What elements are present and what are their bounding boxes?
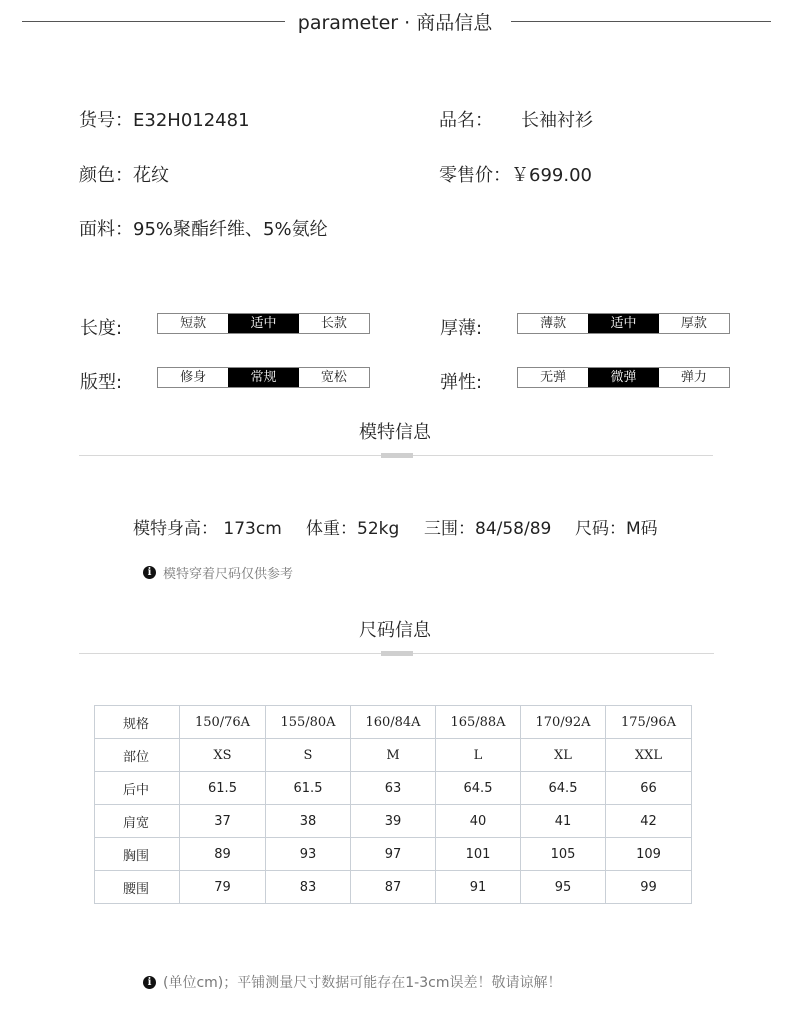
table-row — [95, 871, 692, 904]
thickness-scale — [517, 313, 730, 334]
size-footnote — [143, 972, 561, 992]
table-cell: 155/80A — [266, 706, 351, 739]
sku-label: 货号： — [79, 110, 133, 131]
elasticity-label: 弹性: — [440, 372, 483, 393]
elasticity-scale — [517, 367, 730, 388]
color-label: 颜色： — [79, 165, 133, 186]
table-row-header: 肩宽 — [95, 805, 180, 838]
length-option-medium: 适中 — [228, 314, 298, 333]
thickness-option-medium: 适中 — [588, 314, 658, 333]
table-cell: XL — [521, 739, 606, 772]
table-row — [95, 772, 692, 805]
price-field — [439, 161, 592, 187]
table-cell: 97 — [351, 838, 436, 871]
elasticity-option-none: 无弹 — [540, 370, 567, 385]
table-cell: XS — [180, 739, 266, 772]
model-measurements: 三围：84/58/89 — [424, 519, 552, 539]
model-note — [143, 563, 293, 582]
table-cell: 38 — [266, 805, 351, 838]
thickness-label: 厚薄: — [440, 318, 483, 339]
table-cell: 160/84A — [351, 706, 436, 739]
table-cell: M — [351, 739, 436, 772]
table-cell: L — [436, 739, 521, 772]
table-cell: 165/88A — [436, 706, 521, 739]
table-cell: 95 — [521, 871, 606, 904]
name-label: 品名： — [439, 110, 493, 131]
table-cell: 150/76A — [180, 706, 266, 739]
thickness-option-thin: 薄款 — [540, 316, 567, 331]
table-cell: 99 — [606, 871, 692, 904]
fit-label: 版型: — [80, 372, 123, 393]
table-cell: XXL — [606, 739, 692, 772]
model-height: 模特身高： 173cm — [133, 519, 282, 539]
table-cell: 42 — [606, 805, 692, 838]
sku-field — [79, 106, 250, 132]
table-cell: 91 — [436, 871, 521, 904]
fabric-field — [79, 215, 328, 241]
elasticity-option-stretch: 弹力 — [680, 370, 707, 385]
table-cell: 170/92A — [521, 706, 606, 739]
table-row-header: 腰围 — [95, 871, 180, 904]
color-field — [79, 161, 169, 187]
table-cell: 89 — [180, 838, 266, 871]
table-cell: S — [266, 739, 351, 772]
model-section-marker — [381, 453, 413, 458]
table-row — [95, 706, 692, 739]
table-cell: 87 — [351, 871, 436, 904]
table-cell: 93 — [266, 838, 351, 871]
length-label: 长度: — [80, 318, 123, 339]
size-section-title: 尺码信息 — [359, 620, 431, 641]
table-cell: 41 — [521, 805, 606, 838]
fit-option-regular: 常规 — [228, 368, 298, 387]
table-cell: 64.5 — [436, 772, 521, 805]
size-footnote-text: (单位cm)；平铺测量尺寸数据可能存在1-3cm误差！敬请谅解！ — [163, 975, 562, 991]
table-cell: 64.5 — [521, 772, 606, 805]
elasticity-option-slight: 微弹 — [588, 368, 658, 387]
table-cell: 66 — [606, 772, 692, 805]
length-option-long: 长款 — [320, 316, 347, 331]
table-row-header: 部位 — [95, 739, 180, 772]
table-row-header: 后中 — [95, 772, 180, 805]
price-label: 零售价： — [439, 165, 511, 186]
table-cell: 79 — [180, 871, 266, 904]
table-row — [95, 805, 692, 838]
name-value: 长袖衬衫 — [521, 110, 593, 131]
table-cell: 63 — [351, 772, 436, 805]
table-cell: 83 — [266, 871, 351, 904]
page-title: parameter · 商品信息 — [0, 8, 790, 35]
table-row-header: 规格 — [95, 706, 180, 739]
model-note-text: 模特穿着尺码仅供参考 — [163, 567, 294, 582]
length-scale — [157, 313, 370, 334]
table-cell: 175/96A — [606, 706, 692, 739]
table-cell: 40 — [436, 805, 521, 838]
size-section-marker — [381, 651, 413, 656]
info-icon: i — [143, 566, 156, 579]
table-cell: 61.5 — [180, 772, 266, 805]
size-table — [94, 705, 692, 904]
model-section-title: 模特信息 — [359, 422, 431, 443]
model-size: 尺码：M码 — [575, 519, 658, 539]
table-cell: 61.5 — [266, 772, 351, 805]
table-row-header: 胸围 — [95, 838, 180, 871]
table-cell: 105 — [521, 838, 606, 871]
thickness-option-thick: 厚款 — [680, 316, 707, 331]
fit-scale — [157, 367, 370, 388]
fabric-label: 面料： — [79, 219, 133, 240]
info-icon: i — [143, 976, 156, 989]
table-cell: 109 — [606, 838, 692, 871]
price-value: ￥699.00 — [511, 165, 592, 186]
name-field — [439, 106, 593, 132]
fabric-value: 95%聚酯纤维、5%氨纶 — [133, 219, 328, 240]
color-value: 花纹 — [133, 165, 169, 186]
table-row — [95, 739, 692, 772]
sku-value: E32H012481 — [133, 110, 250, 131]
table-cell: 39 — [351, 805, 436, 838]
fit-option-loose: 宽松 — [320, 370, 347, 385]
table-cell: 101 — [436, 838, 521, 871]
length-option-short: 短款 — [180, 316, 207, 331]
table-cell: 37 — [180, 805, 266, 838]
fit-option-slim: 修身 — [180, 370, 207, 385]
table-row — [95, 838, 692, 871]
model-weight: 体重：52kg — [306, 519, 400, 539]
